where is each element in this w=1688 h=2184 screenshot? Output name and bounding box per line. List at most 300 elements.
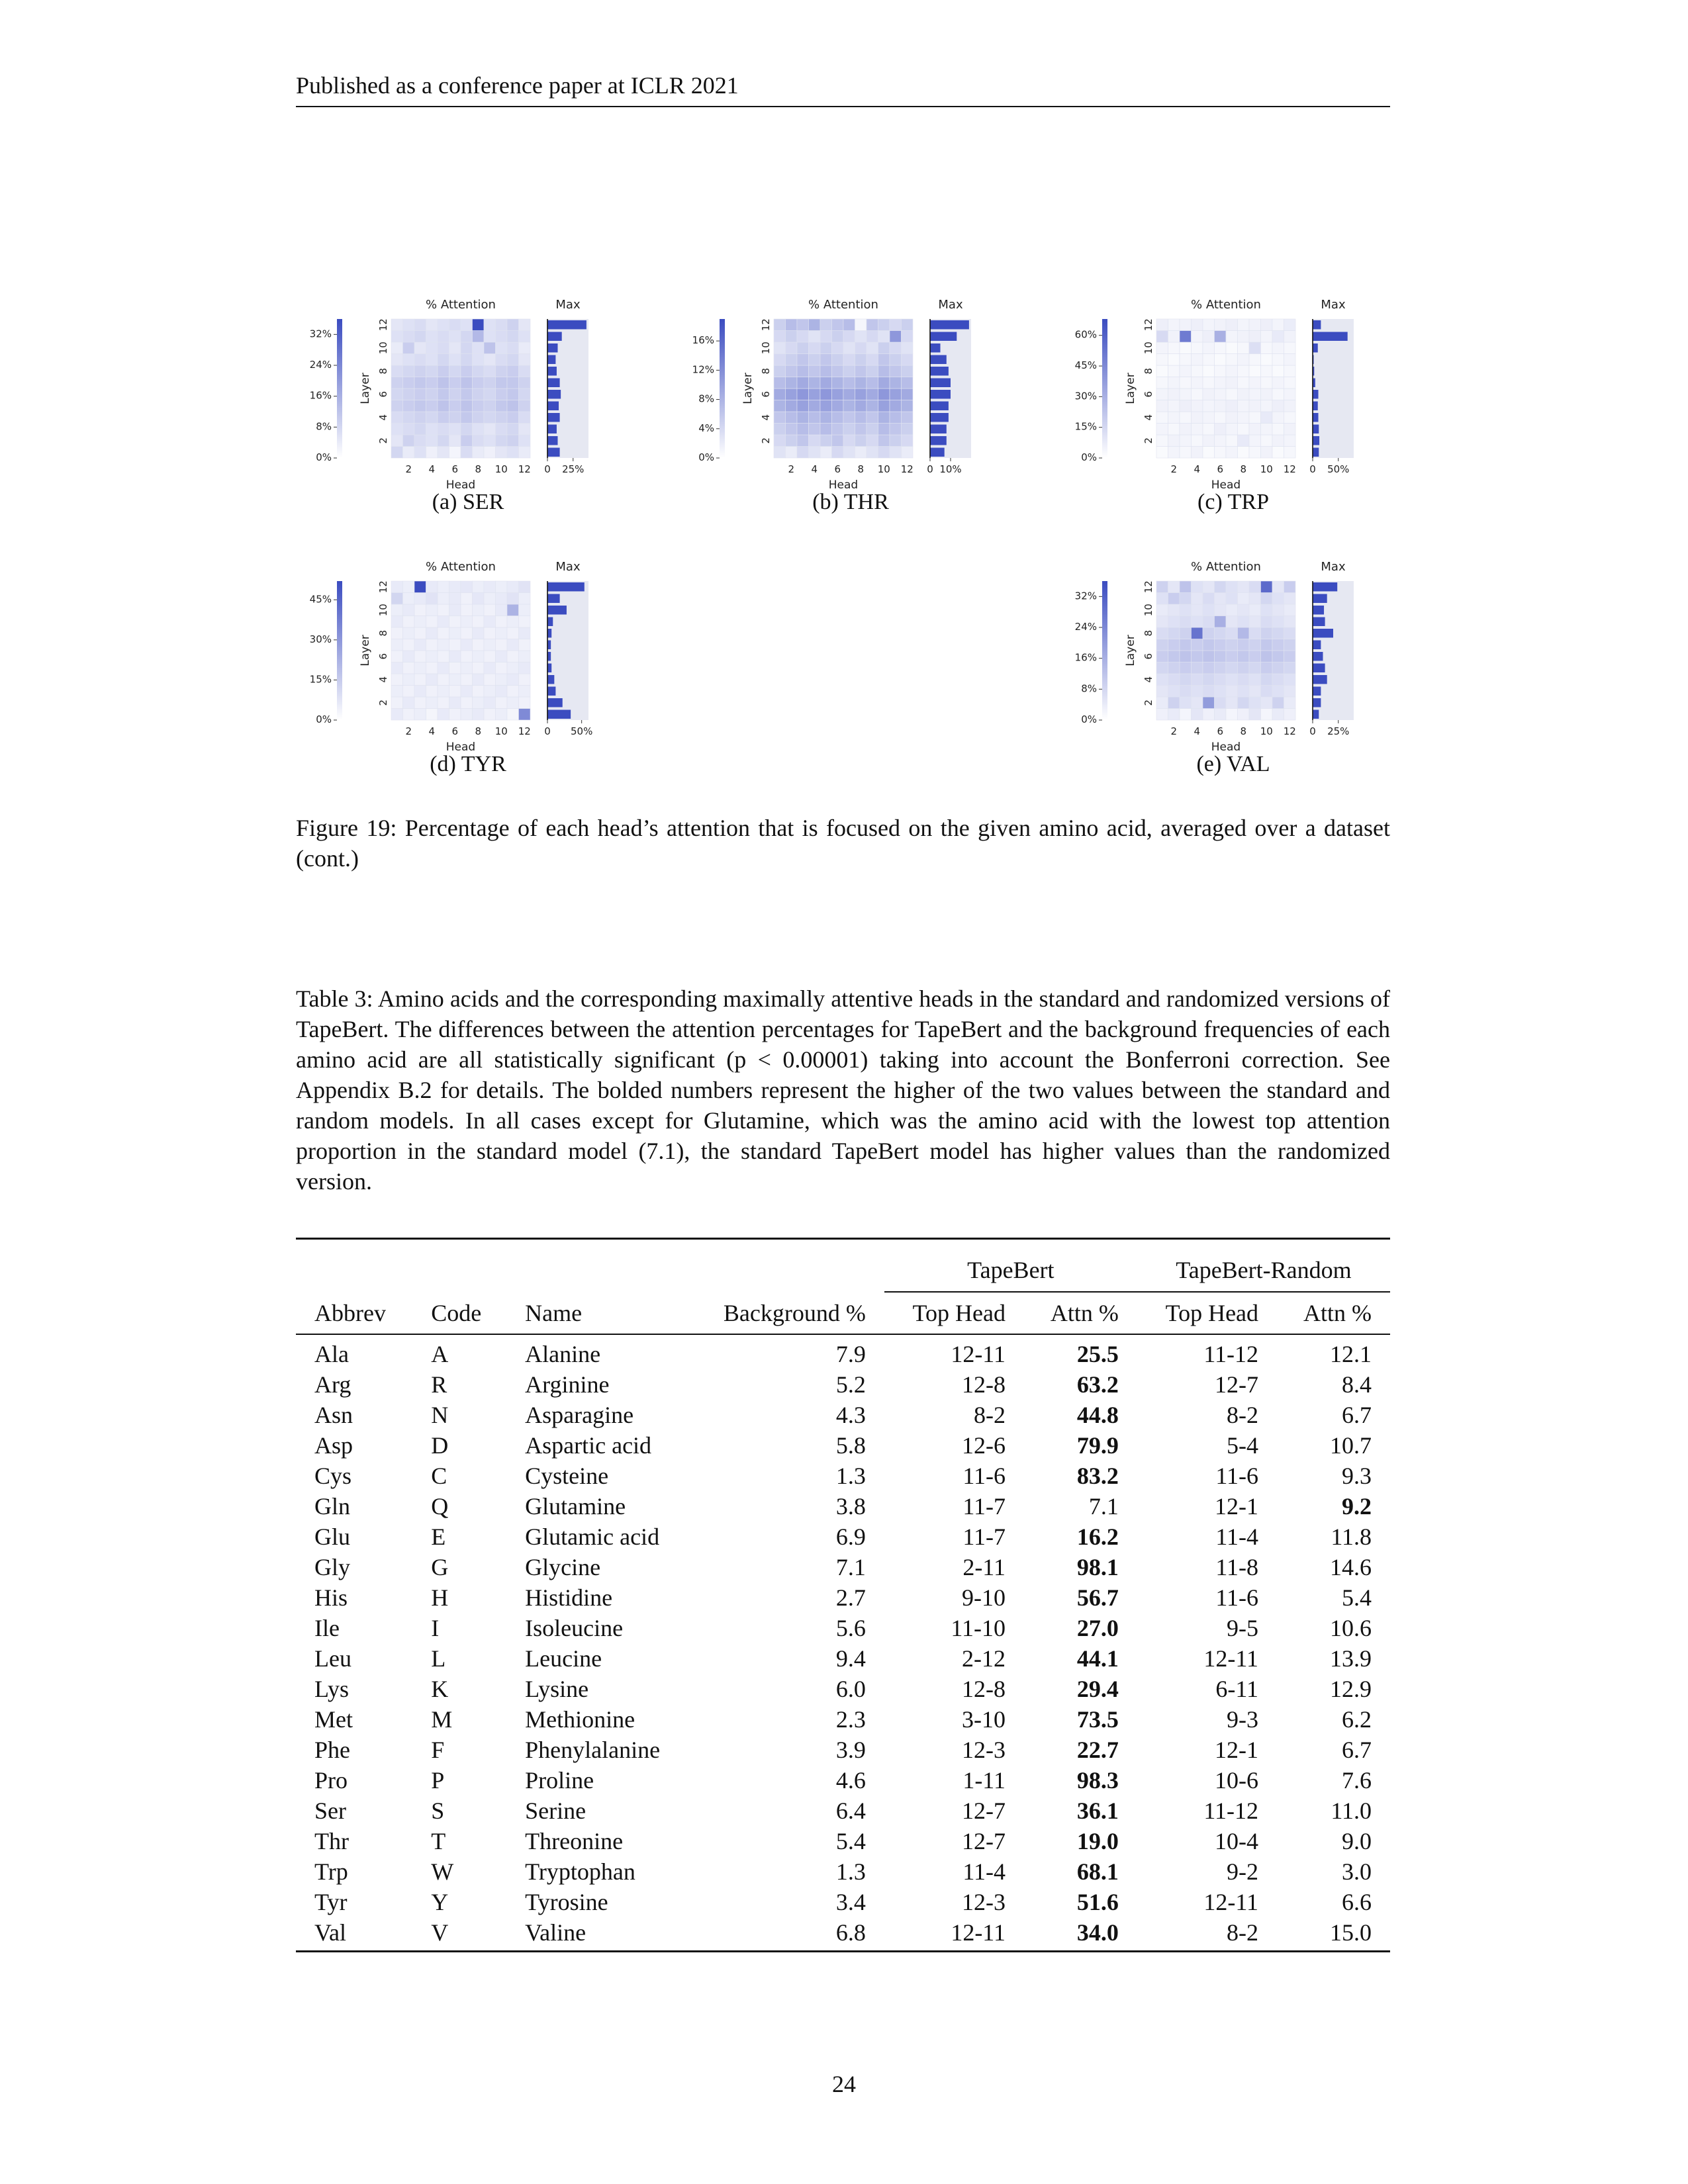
heat-cell (1272, 662, 1284, 674)
heat-cell (414, 342, 426, 354)
background-cell: 1.3 (835, 1858, 866, 1885)
heat-cell (1261, 581, 1273, 593)
heat-cell (878, 354, 890, 366)
heat-cell (507, 581, 519, 593)
heat-cell (1203, 354, 1215, 366)
heat-cell (1180, 686, 1192, 698)
heat-cell (786, 435, 798, 447)
y-tick-label: 8 (1143, 367, 1154, 375)
panel-title: % Attention (426, 560, 496, 574)
max-bar (547, 402, 559, 411)
heat-cell (1226, 400, 1238, 412)
abbrev-cell: Val (314, 1919, 346, 1946)
heat-cell (438, 412, 449, 424)
random-top-head-cell: 5-4 (1227, 1432, 1259, 1459)
heat-cell (414, 388, 426, 400)
heat-cell (438, 662, 449, 674)
heat-cell (496, 424, 508, 435)
name-cell: Glutamine (525, 1493, 626, 1520)
heat-cell (496, 674, 508, 686)
heat-cell (1215, 319, 1227, 331)
heat-cell (507, 697, 519, 709)
heat-cell (774, 447, 786, 459)
top-head-cell: 12-3 (961, 1737, 1006, 1763)
heat-cell (1249, 709, 1261, 721)
heat-cell (473, 377, 485, 389)
random-top-head-cell: 10-6 (1215, 1767, 1259, 1794)
heat-cell (1203, 447, 1215, 459)
panel-caption: (c) TRP (1197, 490, 1269, 514)
heat-cell (1192, 354, 1203, 366)
heat-cell (820, 331, 832, 343)
code-cell: Q (431, 1493, 449, 1520)
heat-cell (473, 435, 485, 447)
heat-cell (1215, 593, 1227, 605)
max-axis-tick-label: 0 (927, 463, 933, 475)
max-bar (1313, 629, 1333, 638)
top-head-cell: 2-11 (962, 1554, 1006, 1580)
heat-cell (1238, 342, 1250, 354)
max-bar (1313, 436, 1319, 445)
heat-cell (878, 388, 890, 400)
heat-cell (1180, 319, 1192, 331)
heat-cell (438, 424, 449, 435)
heat-cell (774, 388, 786, 400)
heat-cell (1180, 331, 1192, 343)
col-header-random-top-head: Top Head (1137, 1292, 1277, 1334)
max-title: Max (555, 298, 581, 312)
code-cell: D (431, 1432, 449, 1459)
heat-cell (1203, 412, 1215, 424)
heat-cell (461, 388, 473, 400)
top-head-cell: 12-8 (961, 1371, 1006, 1398)
heat-cell (1215, 447, 1227, 459)
abbrev-cell: Phe (314, 1737, 350, 1763)
heat-cell (1192, 377, 1203, 389)
colorbar-tick-label: 24% (309, 359, 332, 371)
name-cell: Valine (525, 1919, 586, 1946)
random-top-head-cell: 11-6 (1215, 1584, 1259, 1611)
max-bar (1313, 390, 1319, 399)
figure-panel-thr (679, 291, 1023, 514)
heat-cell (1238, 686, 1250, 698)
y-tick-label: 2 (377, 437, 389, 444)
heat-cell (391, 697, 403, 709)
heat-cell (1272, 674, 1284, 686)
heat-cell (403, 354, 415, 366)
max-bar (547, 332, 562, 341)
heat-cell (426, 651, 438, 662)
code-cell: K (431, 1676, 449, 1702)
background-cell: 6.9 (835, 1524, 866, 1550)
heat-cell (1238, 354, 1250, 366)
heat-cell (832, 435, 844, 447)
heat-cell (1180, 365, 1192, 377)
y-tick-label: 12 (377, 580, 389, 594)
heat-cell (1238, 697, 1250, 709)
x-tick-label: 12 (518, 725, 531, 737)
heat-cell (832, 447, 844, 459)
heat-cell (1156, 331, 1168, 343)
heat-cell (1215, 342, 1227, 354)
y-axis-label: Layer (1124, 373, 1137, 404)
heat-cell (878, 342, 890, 354)
heat-cell (461, 435, 473, 447)
heat-cell (1261, 342, 1273, 354)
heat-cell (507, 616, 519, 628)
heat-cell (496, 627, 508, 639)
heat-cell (484, 616, 496, 628)
heat-cell (902, 388, 914, 400)
heat-cell (1284, 604, 1296, 616)
heat-cell (797, 342, 809, 354)
heat-cell (438, 627, 449, 639)
y-tick-label: 6 (377, 390, 389, 398)
heat-cell (809, 400, 821, 412)
heat-cell (1272, 354, 1284, 366)
heat-cell (867, 447, 878, 459)
col-header-top-head: Top Head (884, 1292, 1024, 1334)
heat-cell (867, 354, 878, 366)
max-title: Max (555, 560, 581, 574)
heat-cell (855, 365, 867, 377)
heat-cell (809, 447, 821, 459)
heat-cell (1156, 662, 1168, 674)
heat-cell (1203, 400, 1215, 412)
table-caption: Table 3: Amino acids and the corresponding maximally attentive heads in the standard and randomized versions of TapeBert. The differences between the attention percentages for TapeBert and the background frequencies of each amino acid are all statistically significant (p < 0.00001) taking into account the Bonferroni correction. See Appendix B.2 for details. The bolded numbers represent the higher of the two values between the standard and random models. In all cases except for Glutamine, which was the amino acid with the lowest top attention proportion in the standard model (7.1), the standard TapeBert model has higher values than the randomized version. (296, 985, 1390, 1195)
attn-cell: 22.7 (1076, 1737, 1119, 1763)
running-header: Published as a conference paper at ICLR 2021 (296, 72, 739, 99)
heat-cell (519, 331, 531, 343)
heat-cell (902, 342, 914, 354)
heat-cell (426, 593, 438, 605)
heat-cell (1238, 604, 1250, 616)
max-bar (930, 402, 949, 411)
heat-cell (1168, 342, 1180, 354)
heat-cell (1249, 354, 1261, 366)
heat-cell (1215, 686, 1227, 698)
heat-cell (890, 377, 902, 389)
heat-cell (855, 424, 867, 435)
heat-cell (774, 331, 786, 343)
heat-cell (403, 709, 415, 721)
x-tick-label: 6 (1217, 725, 1224, 737)
abbrev-cell: Ala (314, 1341, 349, 1367)
heat-cell (1261, 365, 1273, 377)
heat-cell (496, 365, 508, 377)
code-cell: W (431, 1858, 454, 1885)
x-axis-label: Head (828, 478, 859, 492)
heat-cell (820, 424, 832, 435)
heat-cell (809, 388, 821, 400)
background-cell: 6.0 (835, 1676, 866, 1702)
heat-cell (1168, 412, 1180, 424)
heat-cell (484, 388, 496, 400)
heat-cell (507, 604, 519, 616)
page-number: 24 (832, 2071, 856, 2097)
heat-cell (484, 686, 496, 698)
heat-cell (496, 377, 508, 389)
heat-cell (1203, 604, 1215, 616)
heat-cell (797, 319, 809, 331)
heat-cell (832, 319, 844, 331)
y-tick-label: 8 (377, 629, 389, 637)
heat-cell (1272, 447, 1284, 459)
heat-cell (1238, 709, 1250, 721)
heat-cell (1180, 342, 1192, 354)
top-head-cell: 12-3 (961, 1889, 1006, 1915)
random-top-head-cell: 12-11 (1203, 1645, 1259, 1672)
heat-cell (1168, 365, 1180, 377)
heat-cell (1156, 354, 1168, 366)
heat-cell (1156, 377, 1168, 389)
max-bar (1313, 425, 1319, 434)
heat-cell (484, 604, 496, 616)
colorbar-tick-label: 8% (316, 420, 332, 433)
heat-cell (1249, 412, 1261, 424)
heat-cell (473, 593, 485, 605)
heat-cell (843, 388, 855, 400)
random-attn-cell: 9.0 (1342, 1828, 1372, 1854)
heat-cell (1192, 627, 1203, 639)
heat-cell (867, 435, 878, 447)
x-axis-label: Head (1211, 478, 1241, 492)
heat-cell (414, 435, 426, 447)
heat-cell (867, 412, 878, 424)
heat-cell (878, 412, 890, 424)
top-head-cell: 1-11 (962, 1767, 1006, 1794)
heat-cell (1226, 377, 1238, 389)
figure-caption: Figure 19: Percentage of each head’s attention that is focused on the given amino acid, averaged over a dataset (cont.) (296, 815, 1390, 872)
max-bar (1313, 413, 1319, 422)
heat-cell (1215, 709, 1227, 721)
heat-cell (1215, 412, 1227, 424)
heat-cell (1238, 593, 1250, 605)
heat-cell (809, 365, 821, 377)
heat-cell (507, 319, 519, 331)
random-attn-cell: 15.0 (1330, 1919, 1372, 1946)
heat-cell (484, 447, 496, 459)
heat-cell (1192, 435, 1203, 447)
heat-cell (878, 424, 890, 435)
heat-cell (1284, 388, 1296, 400)
heat-cell (1192, 319, 1203, 331)
figure-panel-val (1061, 553, 1405, 776)
heat-cell (473, 616, 485, 628)
heat-cell (414, 365, 426, 377)
heat-cell (1284, 686, 1296, 698)
random-attn-cell: 10.7 (1330, 1432, 1372, 1459)
name-cell: Threonine (525, 1828, 624, 1854)
heat-cell (890, 342, 902, 354)
heat-cell (1238, 331, 1250, 343)
y-axis-label: Layer (741, 373, 755, 404)
colorbar-tick-label: 30% (309, 633, 332, 645)
attn-cell: 51.6 (1076, 1889, 1119, 1915)
x-tick-label: 8 (1240, 725, 1247, 737)
heat-cell (1249, 686, 1261, 698)
heat-cell (1156, 412, 1168, 424)
y-axis-label: Layer (359, 373, 372, 404)
heat-cell (1272, 627, 1284, 639)
max-bar (547, 390, 561, 399)
heat-cell (878, 365, 890, 377)
heat-cell (1215, 697, 1227, 709)
heat-cell (1226, 616, 1238, 628)
table-row (296, 1491, 1390, 1522)
heat-cell (1238, 581, 1250, 593)
max-bar (1313, 652, 1323, 661)
y-tick-label: 6 (377, 653, 389, 660)
y-tick-label: 4 (760, 414, 772, 421)
heat-cell (1180, 651, 1192, 662)
heat-cell (1284, 697, 1296, 709)
heat-cell (1272, 400, 1284, 412)
y-tick-label: 2 (1143, 699, 1154, 706)
heat-cell (507, 651, 519, 662)
heat-cell (449, 342, 461, 354)
heat-cell (1249, 651, 1261, 662)
heat-cell (867, 388, 878, 400)
max-bar (547, 629, 551, 638)
heat-cell (1226, 662, 1238, 674)
heat-cell (507, 435, 519, 447)
heat-cell (878, 447, 890, 459)
abbrev-cell: Glu (314, 1524, 350, 1550)
code-cell: I (431, 1615, 440, 1641)
heat-cell (1261, 593, 1273, 605)
heat-cell (1203, 616, 1215, 628)
max-bar (547, 320, 586, 330)
abbrev-cell: Leu (314, 1645, 352, 1672)
max-bar (1313, 698, 1321, 707)
top-head-cell: 11-7 (962, 1493, 1006, 1520)
max-bar (1313, 402, 1318, 411)
heat-cell (438, 435, 449, 447)
max-bar (930, 425, 947, 434)
heat-cell (1272, 604, 1284, 616)
max-axis-tick-label: 50% (1327, 463, 1350, 475)
random-top-head-cell: 10-4 (1215, 1828, 1259, 1854)
heat-cell (1238, 639, 1250, 651)
heat-cell (1215, 581, 1227, 593)
heat-cell (461, 354, 473, 366)
heat-cell (507, 674, 519, 686)
random-attn-cell: 11.0 (1331, 1797, 1372, 1824)
top-head-cell: 12-7 (961, 1828, 1006, 1854)
random-top-head-cell: 12-1 (1215, 1493, 1259, 1520)
max-bar (930, 355, 947, 365)
y-tick-label: 10 (760, 341, 772, 355)
heat-cell (519, 616, 531, 628)
max-axis-tick-label: 50% (570, 725, 593, 737)
heat-cell (391, 377, 403, 389)
heat-cell (878, 435, 890, 447)
heat-cell (1238, 319, 1250, 331)
heat-cell (1168, 331, 1180, 343)
heat-cell (855, 354, 867, 366)
heat-cell (426, 342, 438, 354)
heat-cell (843, 412, 855, 424)
heat-cell (774, 319, 786, 331)
random-top-head-cell: 12-11 (1203, 1889, 1259, 1915)
table-row (296, 1643, 1390, 1674)
heat-cell (507, 342, 519, 354)
heat-cell (1180, 616, 1192, 628)
heat-cell (484, 651, 496, 662)
max-bar (547, 710, 571, 719)
background-cell: 7.9 (835, 1341, 866, 1367)
max-bar (930, 320, 969, 330)
heat-cell (878, 400, 890, 412)
heat-cell (797, 388, 809, 400)
heat-cell (1168, 662, 1180, 674)
y-tick-label: 12 (377, 318, 389, 332)
heat-cell (1261, 388, 1273, 400)
x-tick-label: 2 (405, 463, 412, 475)
heat-cell (902, 331, 914, 343)
col-header-abbrev: Abbrev (296, 1292, 412, 1334)
heat-cell (1284, 651, 1296, 662)
heat-cell (1156, 424, 1168, 435)
top-head-cell: 12-8 (961, 1676, 1006, 1702)
max-bar (930, 343, 941, 353)
heat-cell (391, 435, 403, 447)
background-cell: 3.4 (835, 1889, 866, 1915)
abbrev-cell: Asn (314, 1402, 353, 1428)
heat-cell (1238, 400, 1250, 412)
heat-cell (414, 447, 426, 459)
heat-cell (426, 331, 438, 343)
heat-cell (1203, 709, 1215, 721)
heat-cell (414, 627, 426, 639)
heat-cell (1272, 365, 1284, 377)
heat-cell (496, 319, 508, 331)
heat-cell (1272, 424, 1284, 435)
attn-cell: 19.0 (1076, 1828, 1119, 1854)
x-tick-label: 4 (428, 463, 436, 475)
heat-cell (774, 435, 786, 447)
max-bar (1313, 343, 1318, 353)
heat-cell (449, 365, 461, 377)
heat-cell (507, 627, 519, 639)
heat-cell (403, 651, 415, 662)
random-top-head-cell: 11-6 (1215, 1463, 1259, 1489)
attn-cell: 63.2 (1076, 1371, 1119, 1398)
heat-cell (1203, 365, 1215, 377)
heat-cell (519, 686, 531, 698)
max-bar (547, 606, 567, 615)
heat-cell (1192, 709, 1203, 721)
y-axis-label: Layer (359, 635, 372, 666)
heat-cell (1192, 593, 1203, 605)
heat-cell (519, 424, 531, 435)
heat-cell (1156, 435, 1168, 447)
heat-cell (1272, 686, 1284, 698)
table-row (296, 1887, 1390, 1917)
colorbar-tick-label: 4% (698, 422, 714, 434)
heat-cell (1261, 662, 1273, 674)
name-cell: Proline (525, 1767, 594, 1794)
heat-cell (473, 674, 485, 686)
heat-cell (507, 365, 519, 377)
name-cell: Asparagine (525, 1402, 634, 1428)
random-attn-cell: 12.1 (1330, 1341, 1372, 1367)
heat-cell (1168, 627, 1180, 639)
heat-cell (1261, 447, 1273, 459)
heat-cell (1261, 697, 1273, 709)
heat-cell (1156, 388, 1168, 400)
